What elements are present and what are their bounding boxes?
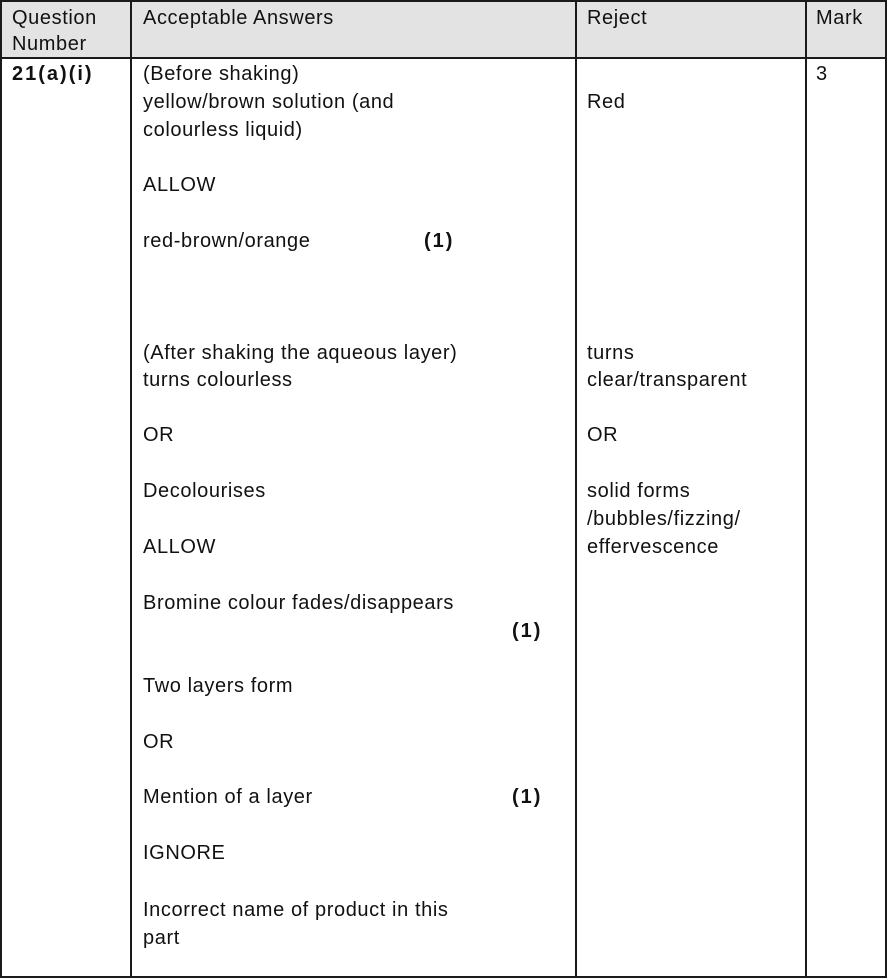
- mark-value: 3: [816, 63, 828, 85]
- answer-allow-label: ALLOW: [143, 174, 217, 196]
- reject-clear-transparent: clear/transparent: [587, 369, 748, 391]
- header-question-number-line2: Number: [12, 33, 87, 55]
- header-acceptable-answers: Acceptable Answers: [143, 7, 334, 29]
- header-divider: [0, 57, 887, 59]
- answer-mark-1a: (1): [424, 230, 455, 252]
- header-question-number: Question: [12, 7, 97, 29]
- answer-decolourises: Decolourises: [143, 480, 266, 502]
- answer-incorrect-name-cont: part: [143, 927, 180, 949]
- answer-yellow-brown: yellow/brown solution (and: [143, 91, 395, 113]
- column-divider-mark: [805, 0, 807, 978]
- answer-or-label: OR: [143, 424, 175, 446]
- answer-yellow-brown-cont: colourless liquid): [143, 119, 303, 141]
- reject-or-label: OR: [587, 424, 619, 446]
- answer-mark-1c: (1): [512, 786, 543, 808]
- answer-mention-layer: Mention of a layer: [143, 786, 313, 808]
- question-number: 21(a)(i): [12, 63, 94, 85]
- table-border-top: [0, 0, 887, 2]
- reject-effervescence: effervescence: [587, 536, 719, 558]
- answer-before-shaking: (Before shaking): [143, 63, 300, 85]
- table-header-background: [1, 1, 886, 57]
- table-border-bottom: [0, 976, 887, 978]
- answer-red-brown: red-brown/orange: [143, 230, 311, 252]
- column-divider-answers: [130, 0, 132, 978]
- answer-or-label-2: OR: [143, 731, 175, 753]
- reject-bubbles-fizzing: /bubbles/fizzing/: [587, 508, 741, 530]
- answer-after-shaking: (After shaking the aqueous layer): [143, 342, 458, 364]
- answer-mark-1b: (1): [512, 620, 543, 642]
- answer-ignore-label: IGNORE: [143, 842, 226, 864]
- column-divider-reject: [575, 0, 577, 978]
- answer-allow-label-2: ALLOW: [143, 536, 217, 558]
- reject-red: Red: [587, 91, 626, 113]
- answer-incorrect-name: Incorrect name of product in this: [143, 899, 449, 921]
- answer-two-layers: Two layers form: [143, 675, 294, 697]
- reject-solid-forms: solid forms: [587, 480, 691, 502]
- reject-turns: turns: [587, 342, 635, 364]
- answer-turns-colourless: turns colourless: [143, 369, 293, 391]
- table-border-left: [0, 0, 2, 978]
- header-mark: Mark: [816, 7, 863, 29]
- header-reject: Reject: [587, 7, 648, 29]
- answer-bromine-fades: Bromine colour fades/disappears: [143, 592, 454, 614]
